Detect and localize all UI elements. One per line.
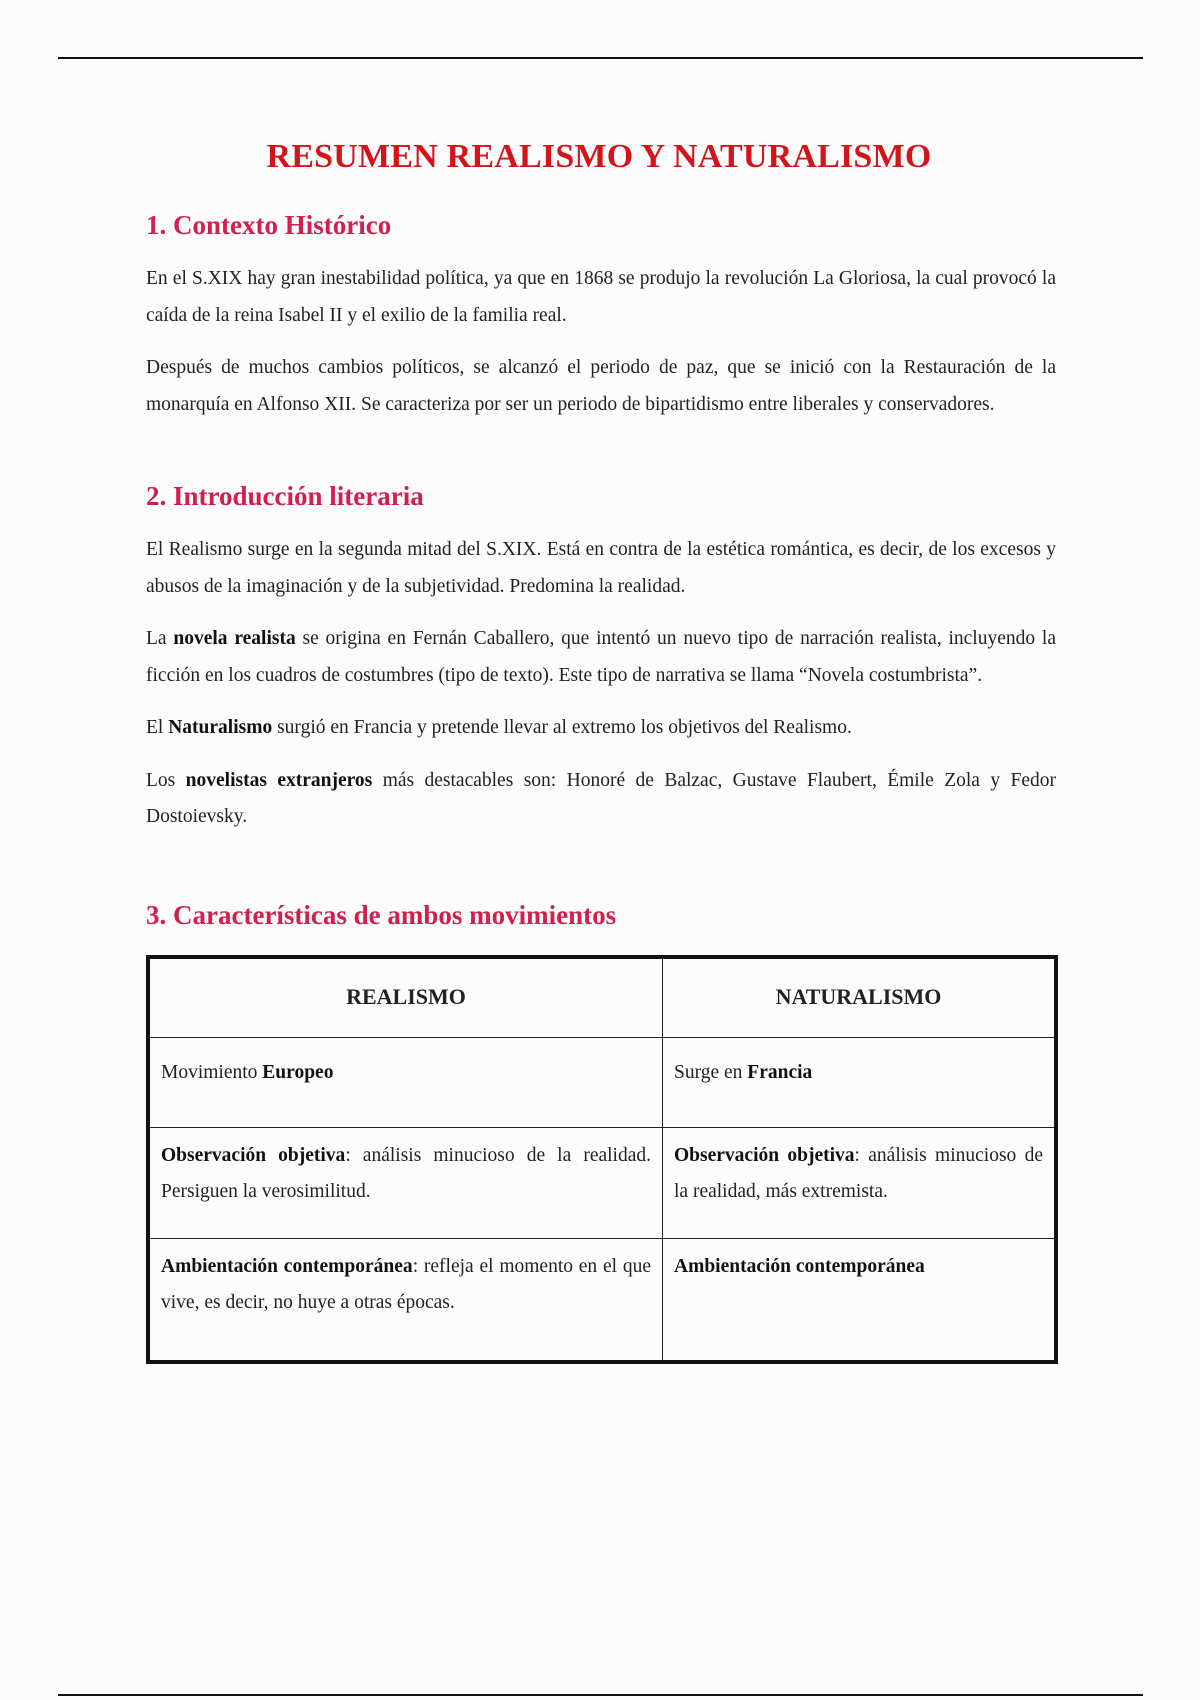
table-row (148, 1238, 1056, 1362)
bottom-rule (58, 1694, 1143, 1696)
table-cell: Observación objetiva: análisis minucioso de la realidad, más extremista. (663, 1127, 1057, 1238)
bold-term: novelistas extranjeros (185, 769, 373, 791)
table-cell: Ambientación contemporánea (663, 1238, 1057, 1362)
table-row (148, 1037, 1056, 1127)
section-heading-contexto: 1. Contexto Histórico (146, 210, 392, 240)
paragraph: Después de muchos cambios políticos, se alcanzó el periodo de paz, que se inició con la Restauración de la monarquía en Alfonso XII. Se caracteriza por ser un periodo de bipartidismo entre liberales y conservadores. (146, 357, 1056, 415)
paragraph: El Realismo surge en la segunda mitad del S.XIX. Está en contra de la estética romántica, es decir, de los excesos y abusos de la imaginación y de la subjetividad. Predomina la realidad. (146, 539, 1056, 597)
column-header-realismo: REALISMO (148, 957, 663, 1038)
table-row (148, 1127, 1056, 1238)
document-title: RESUMEN REALISMO Y NATURALISMO (266, 138, 932, 175)
top-rule (58, 57, 1143, 59)
bold-term: novela realista (173, 628, 296, 649)
document-page (146, 138, 1056, 1364)
paragraph: El Naturalismo surgió en Francia y pretende llevar al extremo los objetivos del Realismo. (146, 717, 852, 738)
section-heading-caracteristicas: 3. Características de ambos movimientos (146, 899, 617, 930)
comparison-table (146, 955, 1058, 1364)
paragraph: Los novelistas extranjeros más destacables son: Honoré de Balzac, Gustave Flaubert, Émile Zola y Fedor Dostoievsky. (146, 769, 1056, 827)
table-cell: Observación objetiva: análisis minucioso de la realidad. Persiguen la verosimilitud. (148, 1127, 663, 1238)
column-header-naturalismo: NATURALISMO (663, 957, 1057, 1038)
paragraph: La novela realista se origina en Fernán Caballero, que intentó un nuevo tipo de narración realista, incluyendo la ficción en los cuadros de costumbres (tipo de texto). Este tipo de narrativa se llama “Novela costumbrista”. (146, 628, 1056, 686)
table-cell: Ambientación contemporánea: refleja el momento en el que vive, es decir, no huye a otras épocas. (148, 1238, 663, 1362)
paragraph: En el S.XIX hay gran inestabilidad política, ya que en 1868 se produjo la revolución La Gloriosa, la cual provocó la caída de la reina Isabel II y el exilio de la familia real. (146, 268, 1056, 326)
section-heading-introduccion: 2. Introducción literaria (146, 481, 424, 511)
table-cell: Surge en Francia (663, 1037, 1057, 1127)
bold-term: Naturalismo (168, 717, 273, 738)
table-header-row (148, 957, 1056, 1038)
table-cell: Movimiento Europeo (148, 1037, 663, 1127)
